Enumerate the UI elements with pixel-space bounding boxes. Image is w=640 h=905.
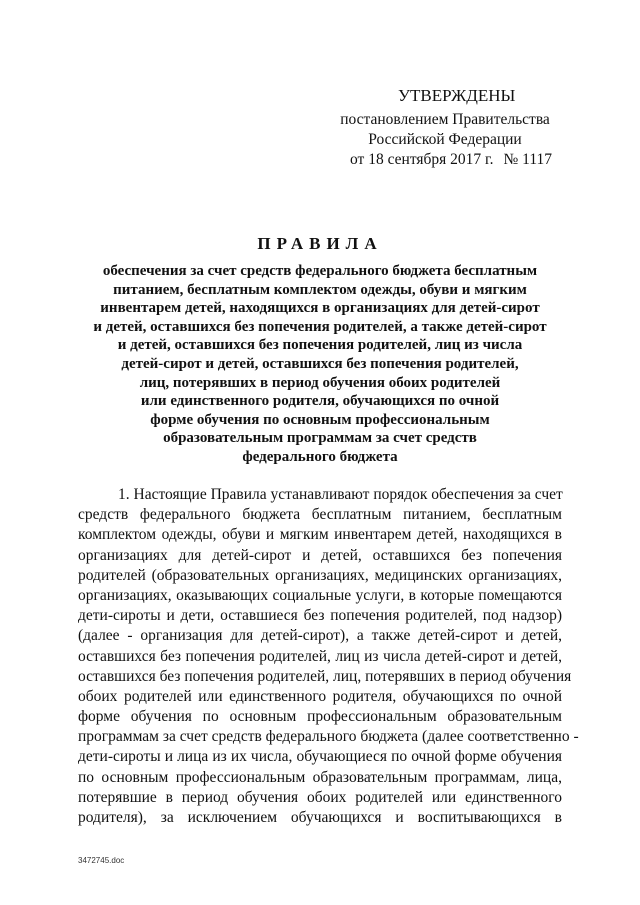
body-line: дети-сироты и лица из их числа, обучающиеся по очной форме обучения [78,748,562,766]
approval-date: от 18 сентября 2017 г. [350,151,494,168]
subtitle-line: лиц, потерявших в период обучения обоих родителей [139,374,501,391]
approval-block [330,86,560,170]
approval-order-line [330,150,560,170]
body-line: 1. Настоящие Правила устанавливают порядок обеспечения за счет [118,486,563,503]
subtitle-line: детей-сирот и детей, оставшихся без попечения родителей, [121,355,519,372]
subtitle-line: питанием, бесплатным комплектом одежды, обуви и мягким [113,281,527,298]
body-line: организациях для детей-сирот и детей, оставшихся без попечения [78,546,562,564]
body-line: средств федерального бюджета бесплатным питанием, бесплатным [78,506,562,524]
document-title: ПРАВИЛА [257,234,383,253]
subtitle-line: и детей, оставшихся без попечения родителей, лиц из числа [117,337,523,354]
body-line: родителя), за исключением обучающихся и воспитывающихся в [78,809,562,826]
body-line: организациях, оказывающих социальные услуги, в которые помещаются [78,586,562,604]
body-line: дети-сироты и дети, оставшиеся без попечения родителей, под надзор) [78,607,562,625]
subtitle-line: образовательным программам за счет средств [163,430,477,447]
subtitle-line: обеспечения за счет средств федерального бюджета бесплатным [102,263,538,279]
subtitle-line: или единственного родителя, обучающихся по очной [140,393,500,410]
file-name-footer: 3472745.doc [78,856,125,865]
body-line: родителей (образовательных организациях, медицинских организациях, [78,566,562,584]
body-line: обоих родителей или единственного родителя, обучающихся по очной [78,687,562,705]
body-line: программам за счет средств федерального бюджета (далее соответственно - [78,728,579,746]
body-line: оставшихся без попечения родителей, лиц, потерявших в период обучения [78,667,572,685]
subtitle-line: форме обучения по основным профессиональным [150,411,490,428]
body-line: комплектом одежды, обуви и мягким инвентарем детей, находящихся в [78,526,562,544]
approval-line-1: постановлением Правительства [340,111,550,128]
body-line: потерявшие в период обучения обоих родителей или единственного [78,788,562,806]
body-line: форме обучения по основным профессиональным образовательным [78,708,562,726]
document-subtitle [80,262,560,467]
body-line: (далее - организация для детей-сирот), а также детей-сирот и детей, [78,627,562,645]
approval-line-2: Российской Федерации [368,131,522,148]
body-line: по основным профессиональным образовательным программам, лица, [78,768,562,786]
subtitle-line: и детей, оставшихся без попечения родителей, а также детей-сирот [93,318,547,335]
subtitle-line: федерального бюджета [242,448,398,465]
body-line: оставшихся без попечения родителей, лиц из числа детей-сирот и детей, [78,647,562,665]
approval-heading: УТВЕРЖДЕНЫ [398,86,516,105]
approval-number: № 1117 [503,151,553,168]
body-paragraph [78,485,579,828]
subtitle-line: инвентарем детей, находящихся в организациях для детей-сирот [100,300,540,317]
